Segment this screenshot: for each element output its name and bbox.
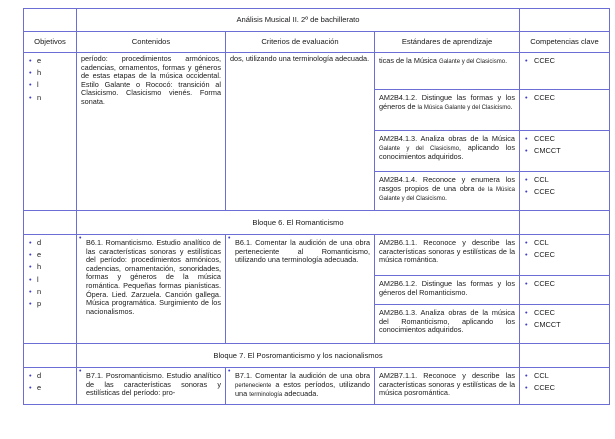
standard-text: AM2B7.1.1. Reconoce y describe las características sonoras y estilísticas de la música posromántica. [379, 371, 515, 398]
competencia-item: • CCEC [523, 133, 606, 145]
competencias-list [520, 368, 609, 396]
col-header-objetivos: Objetivos [24, 32, 77, 53]
objetivo-item: • n [27, 286, 73, 298]
objetivo-item: • e [27, 55, 73, 67]
blank-cell [24, 344, 77, 368]
competencias-cell [520, 368, 610, 405]
criterios-cell [226, 235, 375, 344]
standard-text: AM2B4.1.4. Reconoce y enumera los rasgos propios de una obra de la Música Galante y del Clasicismo. [379, 175, 515, 203]
blank-cell [520, 211, 610, 235]
standard-cell [375, 235, 520, 276]
contenido-text: período: procedimientos armónicos, cadencias, ornamentos, formas y géneros de estas etapas de la música occidental. Estilo Galante o Rococó: transición al Clasicismo. Clasicismo vienés. Forma sonata. [81, 54, 221, 106]
competencias-list [520, 235, 609, 263]
competencia-item: • CCL [523, 237, 606, 249]
objetivo-item: • p [27, 298, 73, 310]
contenidos-cell [77, 235, 226, 344]
competencia-item: • CCEC [523, 186, 606, 198]
competencias-cell [520, 235, 610, 276]
col-header-contenidos: Contenidos [77, 32, 226, 53]
competencias-list [520, 172, 609, 200]
competencias-list [520, 305, 609, 333]
competencia-item: • CCEC [523, 55, 606, 67]
competencias-list [520, 276, 609, 292]
objetivos-cell [24, 235, 77, 344]
competencia-item: • CCL [523, 174, 606, 186]
standard-cell [375, 53, 520, 90]
col-header-estandares: Estándares de aprendizaje [375, 32, 520, 53]
standard-cell [375, 368, 520, 405]
competencia-item: • CCEC [523, 278, 606, 290]
criterios-cell [226, 53, 375, 211]
standard-text: AM2B6.1.1. Reconoce y describe las características sonoras y estilísticas de la música romántica. [379, 238, 515, 265]
block-6-title: Bloque 6. El Romanticismo [77, 211, 520, 235]
criterio-text: • B7.1. Comentar la audición de una obra perteneciente a estos períodos, utilizando una terminología adecuada. [226, 368, 374, 402]
objetivos-cell [24, 368, 77, 405]
standard-cell [375, 90, 520, 131]
contenidos-cell [77, 53, 226, 211]
table-title: Análisis Musical II. 2º de bachillerato [77, 9, 520, 32]
standard-cell [375, 305, 520, 344]
criterio-text: • B6.1. Comentar la audición de una obra perteneciente al Romanticismo, utilizando una terminología adecuada. [226, 235, 374, 267]
competencias-cell [520, 276, 610, 305]
standard-text: AM2B4.1.3. Analiza obras de la Música Galante y del Clasicismo, aplicando los conocimientos adquiridos. [379, 134, 515, 162]
standard-cell [375, 172, 520, 211]
competencia-item: • CCEC [523, 307, 606, 319]
contenido-text: • B7.1. Posromanticismo. Estudio analítico de las características sonoras y estilísticas del período: pro- [77, 368, 225, 400]
objetivo-item: • d [27, 370, 73, 382]
standard-text: AM2B6.1.3. Analiza obras de la música del Romanticismo, aplicando los conocimientos adquiridos. [379, 308, 515, 335]
objetivo-item: • n [27, 92, 73, 104]
competencia-item: • CCL [523, 370, 606, 382]
competencias-list [520, 53, 609, 69]
competencias-list [520, 131, 609, 159]
objetivo-item: • e [27, 382, 73, 394]
objetivo-item: • l [27, 79, 73, 91]
standard-text: ticas de la Música Galante y del Clasicismo. [379, 56, 508, 65]
competencias-list [520, 90, 609, 106]
block-7-title: Bloque 7. El Posromanticismo y los nacionalismos [77, 344, 520, 368]
competencias-cell [520, 305, 610, 344]
competencia-item: • CMCCT [523, 145, 606, 157]
col-header-criterios: Criterios de evaluación [226, 32, 375, 53]
objetivos-list [24, 53, 76, 106]
objetivos-cell [24, 53, 77, 211]
competencias-cell [520, 172, 610, 211]
objetivo-item: • l [27, 274, 73, 286]
standard-text: AM2B6.1.2. Distingue las formas y los géneros del Romanticismo. [379, 279, 515, 297]
contenidos-cell [77, 368, 226, 405]
competencias-cell [520, 131, 610, 172]
blank-corner-cell [24, 9, 77, 32]
objetivo-item: • h [27, 67, 73, 79]
objetivo-item: • d [27, 237, 73, 249]
competencia-item: • CCEC [523, 92, 606, 104]
curriculum-table [23, 8, 610, 405]
col-header-competencias: Competencias clave [520, 32, 610, 53]
objetivo-item: • e [27, 249, 73, 261]
competencias-cell [520, 53, 610, 90]
blank-corner-cell [520, 9, 610, 32]
blank-cell [24, 211, 77, 235]
competencia-item: • CCEC [523, 249, 606, 261]
criterio-text: dos, utilizando una terminología adecuada. [230, 54, 370, 63]
standard-cell [375, 131, 520, 172]
criterios-cell [226, 368, 375, 405]
contenido-text: • B6.1. Romanticismo. Estudio analítico de las características sonoras y estilísticas del período: procedimientos armónicos, cadencias, ornamentación, sonoridades, formas y géneros de la música romántica. Pequeñas formas pianísticas. Ópera. Lied. Zarzuela. Canción gallega. Música programática. Surgimiento de los nacionalismos. [77, 235, 225, 318]
objetivos-list [24, 368, 76, 396]
objetivos-list [24, 235, 76, 312]
competencias-cell [520, 90, 610, 131]
standard-cell [375, 276, 520, 305]
blank-cell [520, 344, 610, 368]
competencia-item: • CMCCT [523, 319, 606, 331]
objetivo-item: • h [27, 261, 73, 273]
competencia-item: • CCEC [523, 382, 606, 394]
standard-text: AM2B4.1.2. Distingue las formas y los géneros de la Música Galante y del Clasicismo. [379, 93, 515, 111]
